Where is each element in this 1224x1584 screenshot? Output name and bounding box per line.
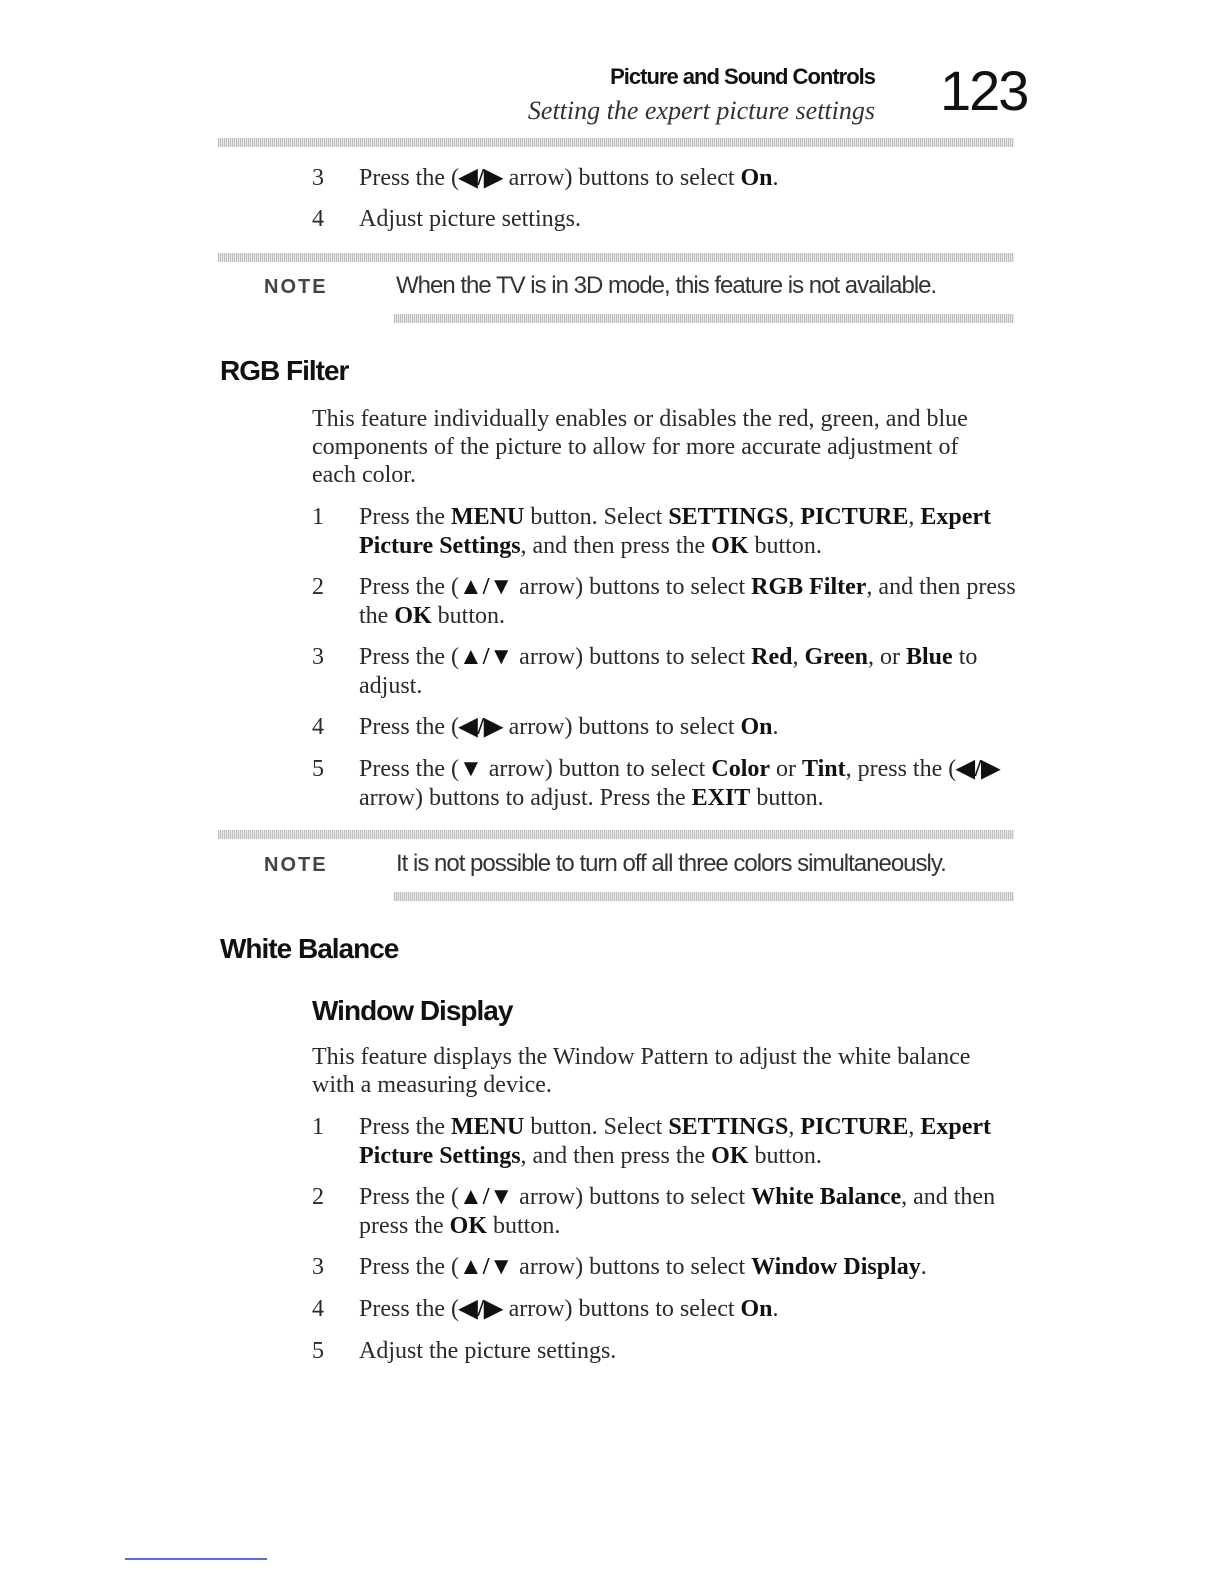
step-emphasis: MENU xyxy=(451,1114,525,1140)
step-emphasis: ▲/▼ xyxy=(458,574,514,600)
step-number: 3 xyxy=(312,644,324,670)
step-text-run: button. xyxy=(487,1213,561,1239)
step-text xyxy=(359,1113,1022,1171)
step-text-run: Press the ( xyxy=(359,165,459,191)
step-text xyxy=(359,1183,1022,1241)
step-text-run: Press the ( xyxy=(359,1184,459,1210)
step-item xyxy=(312,1337,1022,1366)
step-emphasis: ◀/▶ xyxy=(458,1296,503,1322)
step-text-run: button. Select xyxy=(524,1114,669,1140)
step-emphasis: EXIT xyxy=(691,785,751,811)
step-number: 3 xyxy=(312,1254,324,1280)
step-text-run: Adjust the picture settings. xyxy=(359,1338,617,1364)
step-text-run: , and then press the xyxy=(520,1143,712,1169)
step-emphasis: Window Display xyxy=(751,1254,921,1280)
step-emphasis: ▲/▼ xyxy=(458,644,514,670)
step-text-run: button. xyxy=(748,1143,822,1169)
step-item xyxy=(312,205,1022,234)
chapter-title: Picture and Sound Controls xyxy=(610,64,875,89)
step-emphasis: ▲/▼ xyxy=(458,1254,514,1280)
step-emphasis: SETTINGS xyxy=(668,1114,789,1140)
window-display-description: This feature displays the Window Pattern to adjust the white balance with a measuring device. xyxy=(312,1044,971,1098)
step-emphasis: OK xyxy=(711,533,749,559)
step-text-run: Press the ( xyxy=(359,756,459,782)
section-heading-rgb-filter: RGB Filter xyxy=(220,355,349,386)
step-emphasis: OK xyxy=(394,603,432,629)
step-emphasis: ◀/▶ xyxy=(458,165,503,191)
step-text xyxy=(359,164,1022,193)
step-item xyxy=(312,573,1022,631)
step-emphasis: ◀/▶ xyxy=(956,756,1000,782)
step-text-run: , and then press the xyxy=(359,1184,996,1239)
step-item xyxy=(312,1295,1022,1324)
step-text xyxy=(359,643,1022,701)
step-emphasis: On xyxy=(740,714,773,740)
step-emphasis: Color xyxy=(711,756,771,782)
step-text xyxy=(359,503,1022,561)
step-text-run: , xyxy=(788,1114,801,1140)
step-text-run: arrow) buttons to select xyxy=(502,165,741,191)
step-text-run: arrow) buttons to select xyxy=(502,714,741,740)
step-item xyxy=(312,164,1022,193)
header-rule xyxy=(218,138,1014,147)
step-emphasis: MENU xyxy=(451,504,525,530)
step-text-run: Press the ( xyxy=(359,1296,459,1322)
note-text: It is not possible to turn off all three colors simultaneously. xyxy=(396,850,946,877)
step-number: 2 xyxy=(312,574,324,600)
note-top-rule xyxy=(218,830,1014,839)
step-text-run: button. xyxy=(750,785,824,811)
section-title: Setting the expert picture settings xyxy=(527,96,875,125)
step-number: 3 xyxy=(312,165,324,191)
step-number: 4 xyxy=(312,714,324,740)
step-text-run: , xyxy=(792,644,805,670)
step-text-run: , press the ( xyxy=(845,756,957,782)
step-emphasis: Expert Picture Settings xyxy=(359,1114,992,1169)
step-text-run: , and then press the xyxy=(359,574,1016,629)
step-item xyxy=(312,1253,1022,1282)
step-text-run: arrow) buttons to select xyxy=(513,574,752,600)
step-number: 5 xyxy=(312,756,324,782)
step-emphasis: RGB Filter xyxy=(751,574,867,600)
note-text: When the TV is in 3D mode, this feature is not available. xyxy=(396,272,937,299)
step-emphasis: Green xyxy=(804,644,868,670)
step-text-run: Press the xyxy=(359,1114,451,1140)
step-text-run: arrow) buttons to adjust. Press the xyxy=(359,785,692,811)
step-emphasis: White Balance xyxy=(751,1184,902,1210)
step-emphasis: Red xyxy=(751,644,793,670)
step-text xyxy=(359,755,1022,813)
step-text-run: , or xyxy=(868,644,906,670)
step-emphasis: PICTURE xyxy=(800,504,909,530)
step-text-run: button. Select xyxy=(524,504,669,530)
step-text xyxy=(359,573,1022,631)
note-label: NOTE xyxy=(264,854,328,876)
step-emphasis: OK xyxy=(449,1213,487,1239)
step-text xyxy=(359,1295,1022,1324)
step-emphasis: OK xyxy=(711,1143,749,1169)
step-emphasis: Blue xyxy=(906,644,953,670)
step-emphasis: On xyxy=(740,165,773,191)
step-text-run: Adjust picture settings. xyxy=(359,206,581,232)
step-text-run: Press the xyxy=(359,504,451,530)
step-text-run: button. xyxy=(431,603,506,629)
step-emphasis: On xyxy=(740,1296,773,1322)
step-item xyxy=(312,1183,1022,1241)
step-item xyxy=(312,1113,1022,1171)
step-emphasis: ◀/▶ xyxy=(458,714,503,740)
note-top-rule xyxy=(218,253,1014,262)
step-text-run: arrow) buttons to select xyxy=(513,1184,752,1210)
step-text xyxy=(359,1253,1022,1282)
note-bottom-rule xyxy=(394,892,1014,901)
page-number: 123 xyxy=(940,59,1028,122)
step-emphasis: ▼ xyxy=(458,756,483,782)
subsection-heading-window-display: Window Display xyxy=(312,995,513,1026)
step-text-run: . xyxy=(772,1296,779,1322)
step-number: 1 xyxy=(312,1114,324,1140)
step-number: 1 xyxy=(312,504,324,530)
step-number: 4 xyxy=(312,1296,324,1322)
step-text-run: button. xyxy=(748,533,822,559)
step-text-run: arrow) button to select xyxy=(482,756,712,782)
step-number: 2 xyxy=(312,1184,324,1210)
step-text-run: or xyxy=(770,756,803,782)
step-text xyxy=(359,713,1022,742)
step-text-run: . xyxy=(772,165,779,191)
step-text-run: , xyxy=(908,504,921,530)
step-text-run: Press the ( xyxy=(359,1254,459,1280)
step-text-run: Press the ( xyxy=(359,574,459,600)
step-emphasis: PICTURE xyxy=(800,1114,909,1140)
step-text-run: arrow) buttons to select xyxy=(513,644,752,670)
step-emphasis: Expert Picture Settings xyxy=(359,504,992,559)
step-emphasis: Tint xyxy=(802,756,846,782)
step-text xyxy=(359,205,1022,234)
step-text-run: Press the ( xyxy=(359,644,459,670)
step-text-run: , and then press the xyxy=(520,533,712,559)
step-text-run: , xyxy=(788,504,801,530)
step-text-run: to adjust. xyxy=(359,644,978,699)
step-item xyxy=(312,713,1022,742)
step-number: 5 xyxy=(312,1338,324,1364)
step-text-run: Press the ( xyxy=(359,714,459,740)
step-text-run: arrow) buttons to select xyxy=(513,1254,752,1280)
step-text xyxy=(359,1337,1022,1366)
step-number: 4 xyxy=(312,206,324,232)
rgb-description: This feature individually enables or disables the red, green, and blue components of the picture to allow for more accurate adjustment of each color. xyxy=(312,406,968,488)
step-emphasis: SETTINGS xyxy=(668,504,789,530)
step-item xyxy=(312,755,1022,813)
step-emphasis: ▲/▼ xyxy=(458,1184,514,1210)
section-heading-white-balance: White Balance xyxy=(220,933,399,964)
step-text-run: arrow) buttons to select xyxy=(502,1296,741,1322)
step-text-run: . xyxy=(772,714,779,740)
note-label: NOTE xyxy=(264,276,328,298)
step-text-run: , xyxy=(908,1114,921,1140)
note-bottom-rule xyxy=(394,314,1014,323)
step-item xyxy=(312,503,1022,561)
step-item xyxy=(312,643,1022,701)
footer-line xyxy=(125,1558,267,1560)
step-text-run: . xyxy=(920,1254,927,1280)
